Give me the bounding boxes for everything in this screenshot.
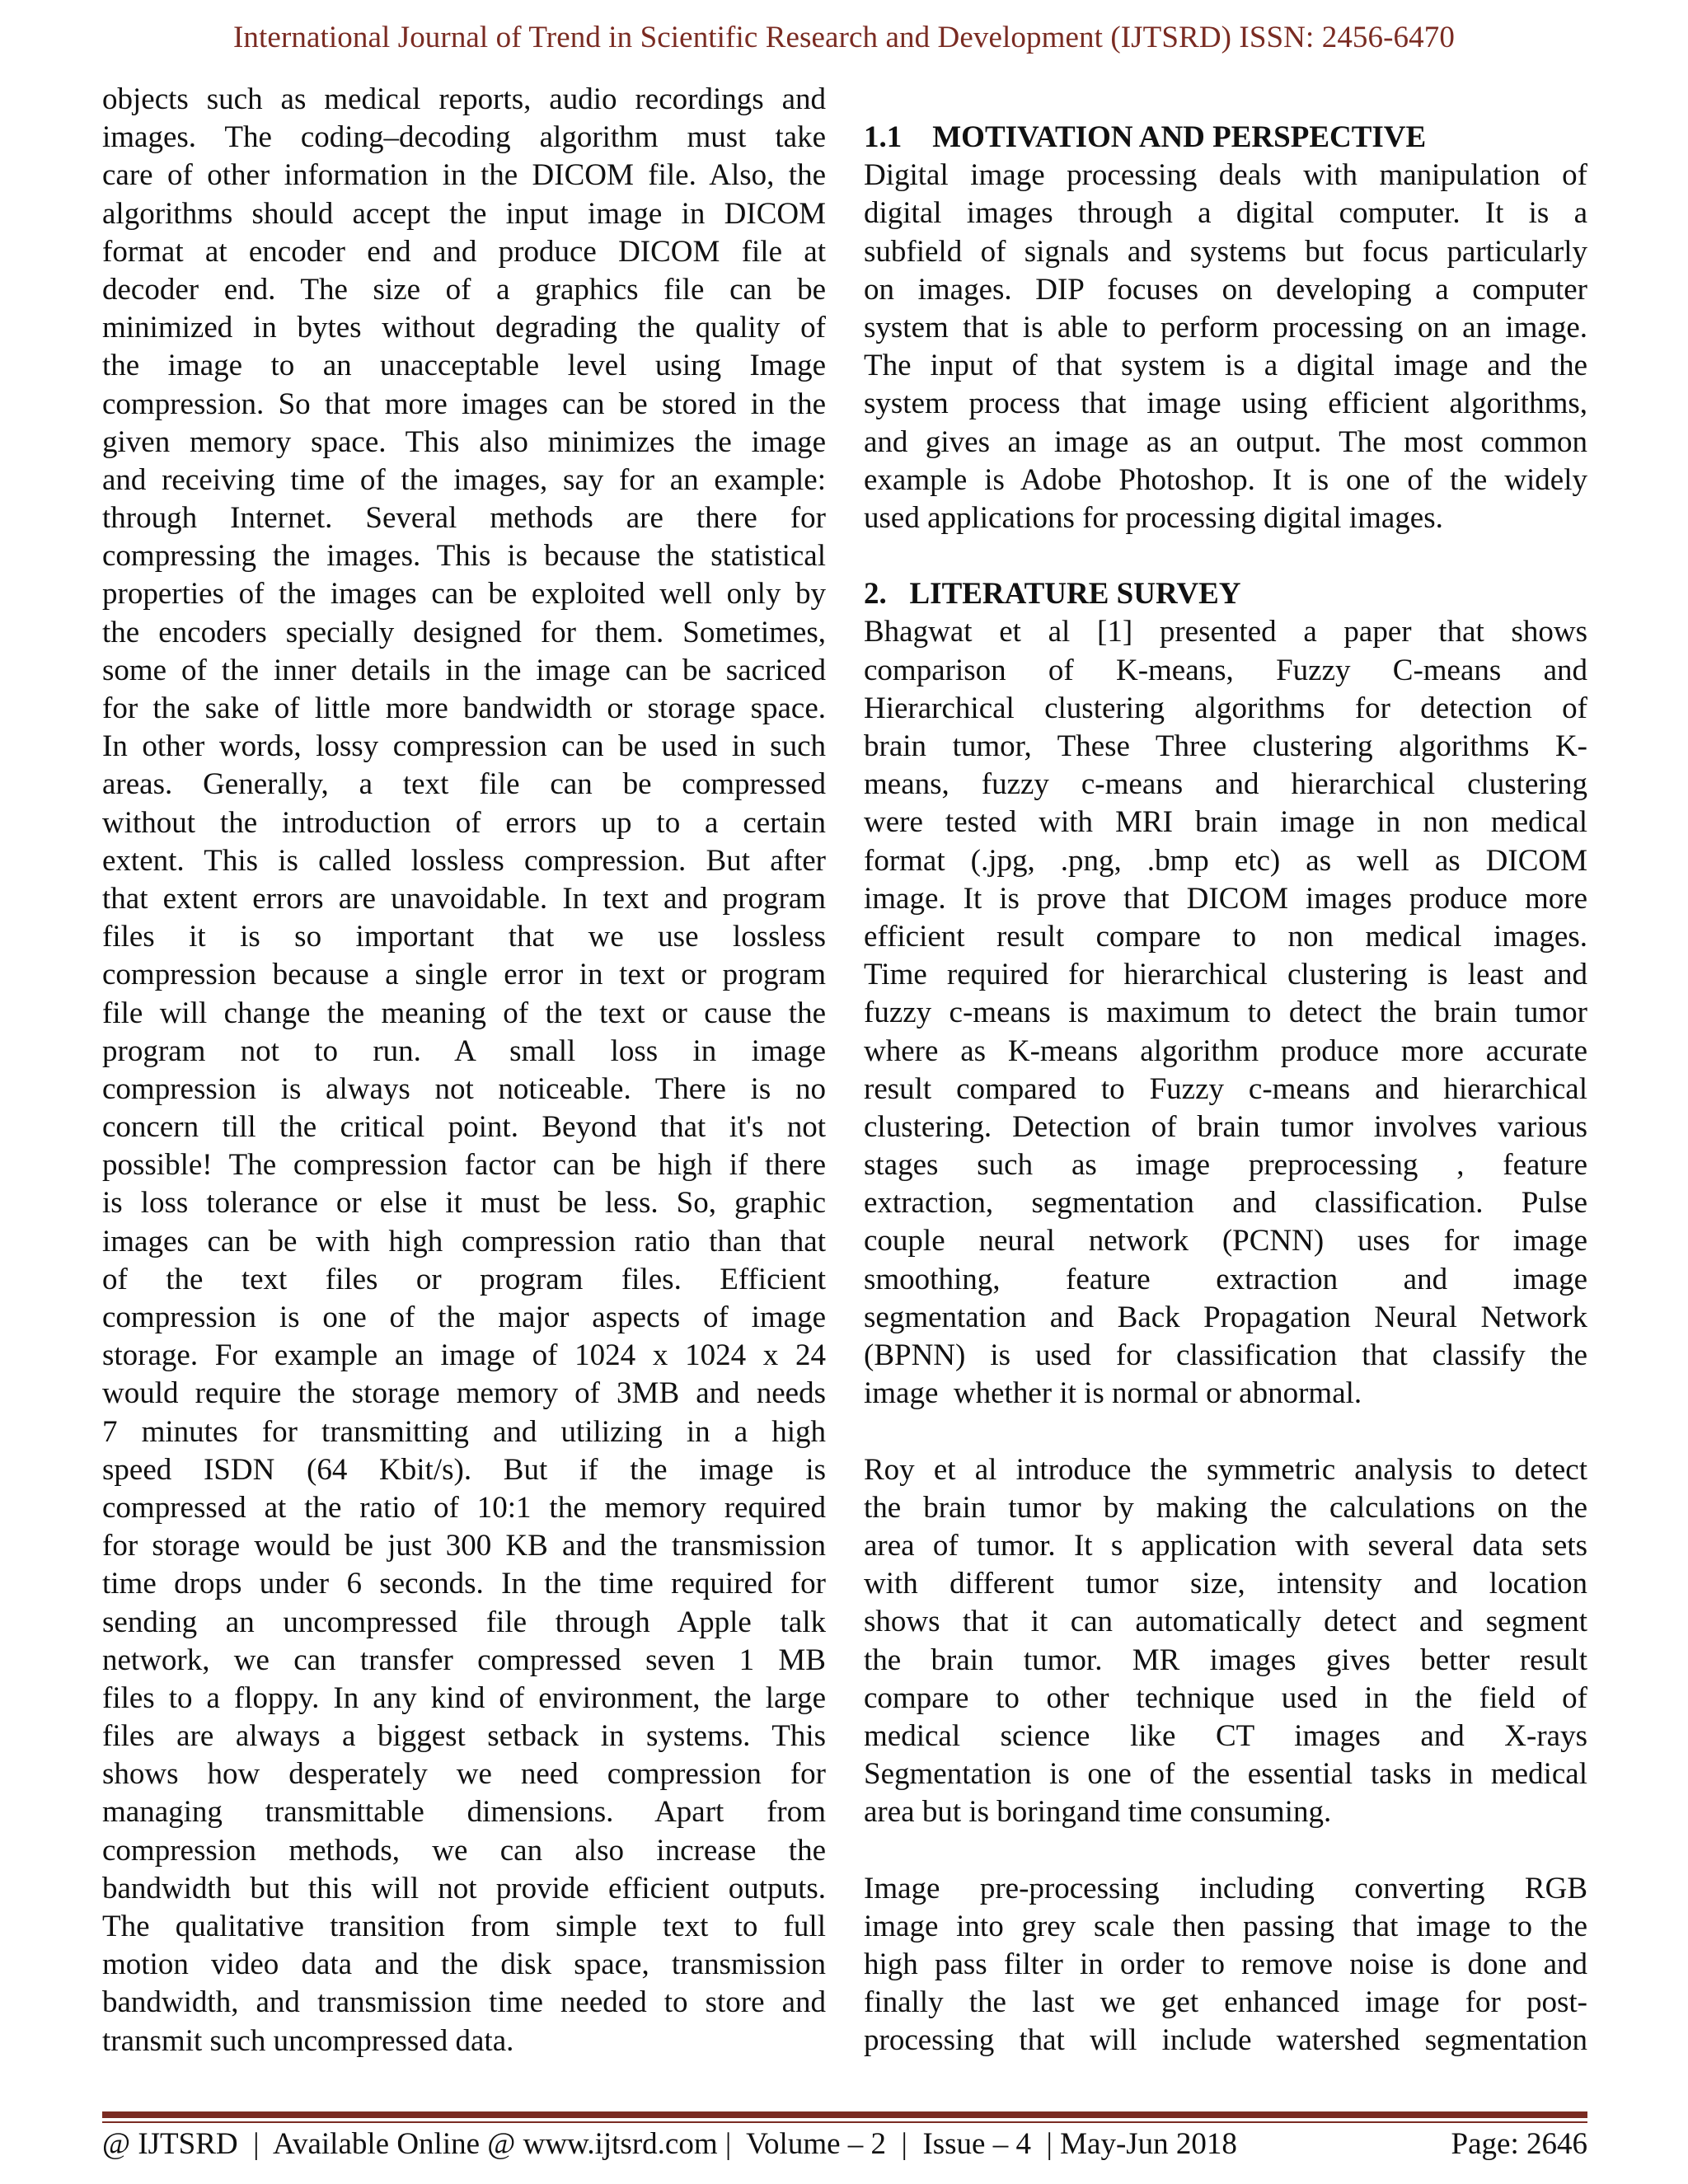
- body-text-line: and receiving time of the images, say for an example:: [102, 462, 826, 497]
- body-text-line: medical science like CT images and X-rays: [864, 1718, 1587, 1753]
- body-text-line: 7 minutes for transmitting and utilizing in a high: [102, 1414, 826, 1449]
- body-text-line: time drops under 6 seconds. In the time required for: [102, 1567, 826, 1601]
- body-text-line: stages such as image preprocessing , feature: [864, 1148, 1587, 1183]
- body-text-line: efficient result compare to non medical images.: [864, 919, 1587, 954]
- body-text-line: Roy et al introduce the symmetric analysis to detect: [864, 1452, 1587, 1487]
- body-text-line: with different tumor size, intensity and location: [864, 1567, 1587, 1601]
- body-text-line: extent. This is called lossless compression. But after: [102, 843, 826, 878]
- body-text-line: care of other information in the DICOM file. Also, the: [102, 158, 826, 193]
- body-text-line: decoder end. The size of a graphics file can be: [102, 272, 826, 307]
- body-text-line: couple neural network (PCNN) uses for image: [864, 1224, 1587, 1258]
- body-text-line: high pass filter in order to remove noise is done and: [864, 1947, 1587, 1981]
- body-text-line: compression because a single error in text or program: [102, 958, 826, 992]
- left-column: [102, 81, 826, 2060]
- body-text-line: means, fuzzy c-means and hierarchical clustering: [864, 767, 1587, 802]
- body-text-line: program not to run. A small loss in image: [102, 1033, 826, 1068]
- literature-paragraph-2-last-line: area but is boringand time consuming.: [864, 1795, 1332, 1830]
- body-text-line: without the introduction of errors up to a certain: [102, 805, 826, 840]
- body-text-line: and gives an image as an output. The most common: [864, 424, 1587, 459]
- body-text-line: Digital image processing deals with manipulation of: [864, 158, 1587, 193]
- body-text-line: files to a floppy. In any kind of environment, the large: [102, 1680, 826, 1715]
- body-text-line: sending an uncompressed file through Apple talk: [102, 1605, 826, 1639]
- body-text-line: concern till the critical point. Beyond that it's not: [102, 1110, 826, 1145]
- body-text-line: The qualitative transition from simple text to full: [102, 1910, 826, 1943]
- body-text-line: image. It is prove that DICOM images produce more: [864, 881, 1587, 916]
- body-text-line: where as K-means algorithm produce more accurate: [864, 1033, 1587, 1068]
- body-text-line: shows how desperately we need compression for: [102, 1757, 826, 1792]
- section-heading-motivation: 1.1 MOTIVATION AND PERSPECTIVE: [864, 120, 1427, 154]
- body-text-line: the brain tumor by making the calculations on the: [864, 1490, 1587, 1525]
- paragraph-gap: [864, 1831, 1587, 1869]
- section-heading-literature-survey: 2. LITERATURE SURVEY: [864, 577, 1241, 612]
- body-text-line: were tested with MRI brain image in non medical: [864, 805, 1587, 840]
- body-text-line: Bhagwat et al [1] presented a paper that shows: [864, 615, 1587, 649]
- journal-header: International Journal of Trend in Scientific Research and Development (IJTSRD) ISSN: 2456-6470: [233, 21, 1455, 54]
- body-text-line: possible! The compression factor can be high if there: [102, 1148, 826, 1183]
- body-text-line: of the text files or program files. Efficient: [102, 1262, 826, 1296]
- body-text-line: finally the last we get enhanced image for post-: [864, 1985, 1587, 2020]
- literature-paragraph-1: [864, 613, 1587, 1375]
- body-text-line: system process that image using efficient algorithms,: [864, 387, 1587, 421]
- body-text-line: images. The coding–decoding algorithm must take: [102, 120, 826, 155]
- body-text-line: compression is always not noticeable. There is no: [102, 1071, 826, 1106]
- body-text-line: compare to other technique used in the field of: [864, 1680, 1587, 1715]
- body-text-line: result compared to Fuzzy c-means and hierarchical: [864, 1071, 1587, 1106]
- body-text-line: system that is able to perform processing on an image.: [864, 310, 1587, 344]
- body-text-line: managing transmittable dimensions. Apart from: [102, 1795, 826, 1830]
- body-text-line: example is Adobe Photoshop. It is one of the widely: [864, 462, 1587, 497]
- body-text-line: (BPNN) is used for classification that classify the: [864, 1338, 1587, 1372]
- body-text-line: brain tumor, These Three clustering algorithms K-: [864, 729, 1587, 763]
- footer-publication-info: @ IJTSRD | Available Online @ www.ijtsrd.com | Volume – 2 | Issue – 4 | May-Jun 2018: [102, 2127, 1237, 2161]
- footer-page-number: Page: 2646: [1451, 2127, 1587, 2161]
- body-text-line: segmentation and Back Propagation Neural Network: [864, 1300, 1587, 1334]
- body-text-line: storage. For example an image of 1024 x 1024 x 24: [102, 1338, 826, 1373]
- body-text-line: on images. DIP focuses on developing a computer: [864, 272, 1587, 307]
- literature-paragraph-3: [864, 1870, 1587, 2060]
- paragraph-gap: [864, 1413, 1587, 1451]
- paragraph-gap: [864, 537, 1587, 575]
- body-text-line: properties of the images can be exploited well only by: [102, 577, 826, 612]
- body-text-line: is loss tolerance or else it must be less. So, graphic: [102, 1186, 826, 1221]
- body-text-line: digital images through a digital computer. It is a: [864, 196, 1587, 231]
- right-column: [864, 119, 1587, 2060]
- body-text-line: some of the inner details in the image can be sacriced: [102, 653, 826, 687]
- body-text-line: compression. So that more images can be stored in the: [102, 387, 826, 421]
- body-text-line: files are always a biggest setback in systems. This: [102, 1719, 826, 1754]
- body-text-line: smoothing, feature extraction and image: [864, 1262, 1587, 1296]
- body-text-line: the encoders specially designed for them. Sometimes,: [102, 615, 826, 649]
- body-text-line: file will change the meaning of the text or cause the: [102, 996, 826, 1030]
- body-text-line: the brain tumor. MR images gives better result: [864, 1643, 1587, 1677]
- body-text-line: subfield of signals and systems but focus particularly: [864, 234, 1587, 269]
- body-text-line: through Internet. Several methods are there for: [102, 501, 826, 536]
- section-motivation-body: [864, 157, 1587, 499]
- body-text-line: format at encoder end and produce DICOM file at: [102, 234, 826, 269]
- body-text-line: areas. Generally, a text file can be compressed: [102, 767, 826, 802]
- body-text-line: compressing the images. This is because the statistical: [102, 539, 826, 574]
- body-text-line: fuzzy c-means is maximum to detect the brain tumor: [864, 996, 1587, 1030]
- body-text-line: that extent errors are unavoidable. In text and program: [102, 881, 826, 916]
- body-text-line: processing that will include watershed segmentation: [864, 2023, 1587, 2058]
- body-text-line: clustering. Detection of brain tumor involves various: [864, 1109, 1587, 1144]
- body-text-line: the image to an unacceptable level using Image: [102, 349, 826, 383]
- body-text-line: images can be with high compression ratio than that: [102, 1224, 826, 1258]
- body-text-line: Image pre-processing including converting RGB: [864, 1871, 1587, 1905]
- literature-paragraph-2: [864, 1451, 1587, 1794]
- body-text-line: compression is one of the major aspects of image: [102, 1301, 826, 1334]
- body-text-line: for the sake of little more bandwidth or storage space.: [102, 691, 826, 725]
- body-text-line: algorithms should accept the input image in DICOM: [102, 196, 826, 231]
- body-text-line: In other words, lossy compression can be used in such: [102, 729, 826, 764]
- body-text-line: would require the storage memory of 3MB and needs: [102, 1376, 826, 1411]
- footer-rule-thick: [102, 2111, 1587, 2118]
- body-text-line: for storage would be just 300 KB and the transmission: [102, 1529, 826, 1563]
- body-text-line: given memory space. This also minimizes the image: [102, 424, 826, 459]
- section-motivation-last-line: used applications for processing digital images.: [864, 500, 1443, 535]
- body-text-line: Hierarchical clustering algorithms for detection of: [864, 691, 1587, 725]
- body-text-line: bandwidth, and transmission time needed to store and: [102, 1985, 826, 2020]
- body-text-line: Segmentation is one of the essential tasks in medical: [864, 1757, 1587, 1792]
- body-text-line: image into grey scale then passing that image to the: [864, 1909, 1587, 1943]
- body-text-line: network, we can transfer compressed seven 1 MB: [102, 1643, 826, 1677]
- body-text-line: comparison of K-means, Fuzzy C-means and: [864, 653, 1587, 687]
- body-text-line: compression methods, we can also increase the: [102, 1833, 826, 1868]
- footer-rule-thin: [102, 2121, 1587, 2123]
- body-text-line: Time required for hierarchical clustering is least and: [864, 958, 1587, 992]
- body-text-line: speed ISDN (64 Kbit/s). But if the image is: [102, 1452, 826, 1487]
- body-text-line: motion video data and the disk space, transmission: [102, 1947, 826, 1982]
- body-text-line: minimized in bytes without degrading the quality of: [102, 311, 826, 345]
- body-text-line: objects such as medical reports, audio recordings and: [102, 82, 826, 116]
- body-text-line: bandwidth but this will not provide efficient outputs.: [102, 1871, 826, 1905]
- literature-paragraph-1-last-line: image whether it is normal or abnormal.: [864, 1376, 1362, 1411]
- body-text-line: format (.jpg, .png, .bmp etc) as well as DICOM: [864, 843, 1587, 878]
- body-text-line: files it is so important that we use lossless: [102, 920, 826, 954]
- body-text-line: shows that it can automatically detect and segment: [864, 1605, 1587, 1639]
- body-text-line: compressed at the ratio of 10:1 the memory required: [102, 1490, 826, 1525]
- body-text-last-line: transmit such uncompressed data.: [102, 2023, 514, 2058]
- body-text-line: The input of that system is a digital image and the: [864, 349, 1587, 383]
- body-text-line: area of tumor. It s application with several data sets: [864, 1528, 1587, 1563]
- body-text-line: extraction, segmentation and classification. Pulse: [864, 1186, 1587, 1221]
